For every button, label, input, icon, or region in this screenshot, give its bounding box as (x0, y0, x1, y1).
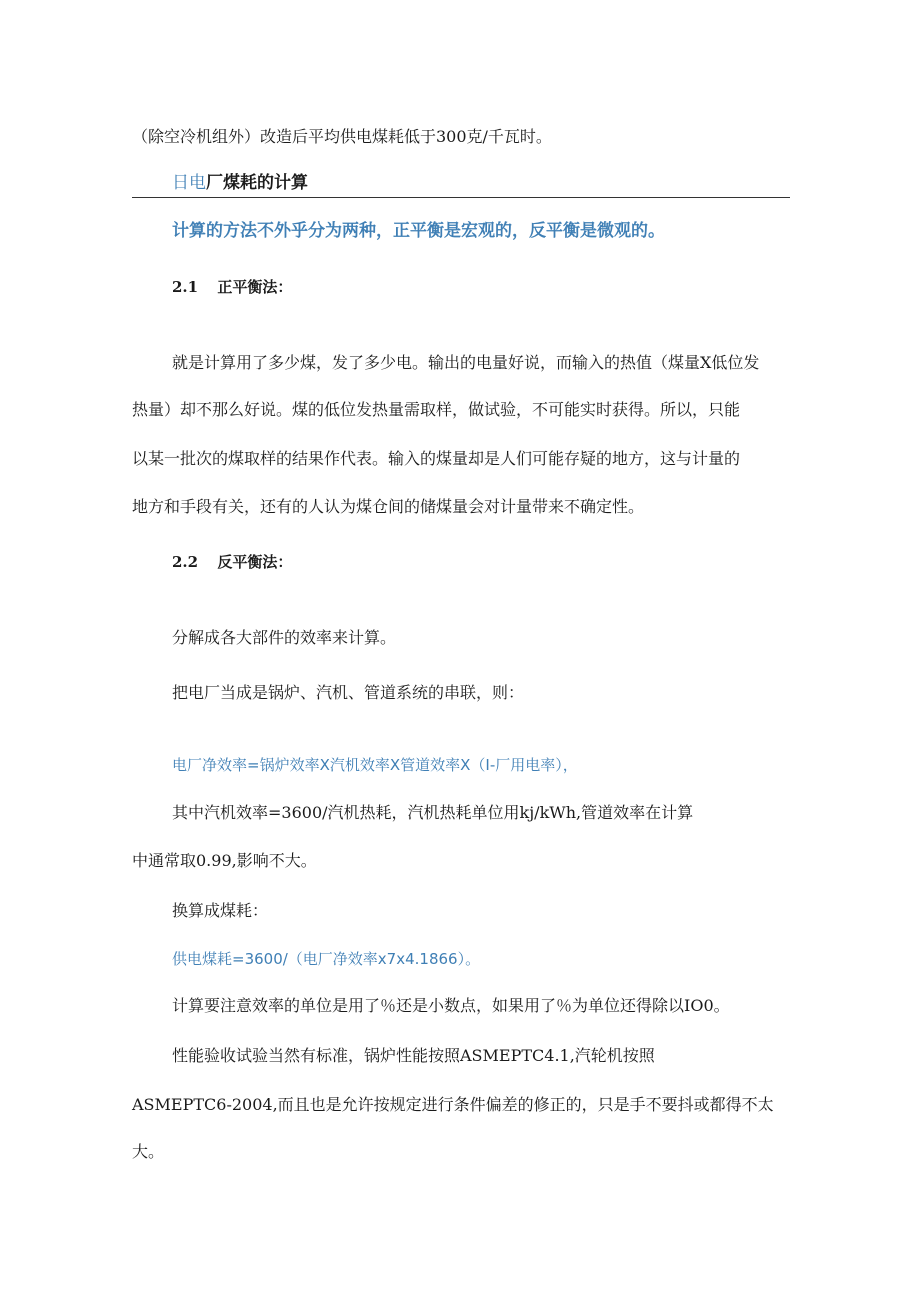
section-heading-blue-part: 日电 (172, 173, 206, 193)
subsection-title-1: 正平衡法： (217, 278, 293, 296)
paragraph-units: 计算要注意效率的单位是用了％还是小数点，如果用了％为单位还得除以IO0。 (172, 996, 730, 1015)
paragraph-standards-line-2: ASMEPTC6-2004,而且也是允许按规定进行条件偏差的修正的，只是手不要抖或都得不太 (132, 1095, 774, 1114)
subsection-number-2: 2.2 (172, 553, 199, 571)
section-heading-dark-part: 厂煤耗的计算 (206, 173, 308, 193)
paragraph-1-line-1: 就是计算用了多少煤，发了多少电。输出的电量好说，而输入的热值（煤量X低位发 (172, 353, 760, 372)
paragraph-standards-line-1: 性能验收试验当然有标准，锅炉性能按照ASMEPTC4.1,汽轮机按照 (172, 1046, 655, 1065)
paragraph-turbine-line-2: 中通常取0.99,影响不大。 (132, 851, 317, 870)
section-divider (132, 197, 790, 198)
formula-net-efficiency: 电厂净效率=锅炉效率X汽机效率X管道效率X（I-厂用电率）， (172, 756, 578, 774)
intro-line: （除空冷机组外）改造后平均供电煤耗低于300克/千瓦时。 (132, 127, 552, 146)
paragraph-decompose: 分解成各大部件的效率来计算。 (172, 628, 397, 647)
paragraph-1-line-4: 地方和手段有关，还有的人认为煤仓间的储煤量会对计量带来不确定性。 (132, 497, 645, 516)
subsection-number-1: 2.1 (172, 278, 199, 296)
paragraph-turbine-line-1: 其中汽机效率=3600/汽机热耗，汽机热耗单位用kj∕kWh,管道效率在计算 (172, 803, 694, 822)
paragraph-convert: 换算成煤耗： (172, 901, 269, 920)
summary-line: 计算的方法不外乎分为两种，正平衡是宏观的，反平衡是微观的。 (172, 221, 665, 241)
paragraph-1-line-2: 热量）却不那么好说。煤的低位发热量需取样，做试验，不可能实时获得。所以，只能 (132, 400, 741, 419)
paragraph-1-line-3: 以某一批次的煤取样的结果作代表。输入的煤量却是人们可能存疑的地方，这与计量的 (132, 449, 741, 468)
subsection-title-2: 反平衡法： (217, 553, 293, 571)
formula-coal-consumption: 供电煤耗=3600/（电厂净效率x7x4.1866）。 (172, 950, 481, 968)
paragraph-standards-line-3: 大。 (132, 1142, 165, 1161)
subsection-heading-1 (172, 276, 292, 298)
section-heading (172, 172, 308, 194)
paragraph-series: 把电厂当成是锅炉、汽机、管道系统的串联，则： (172, 683, 525, 702)
subsection-heading-2 (172, 551, 292, 573)
